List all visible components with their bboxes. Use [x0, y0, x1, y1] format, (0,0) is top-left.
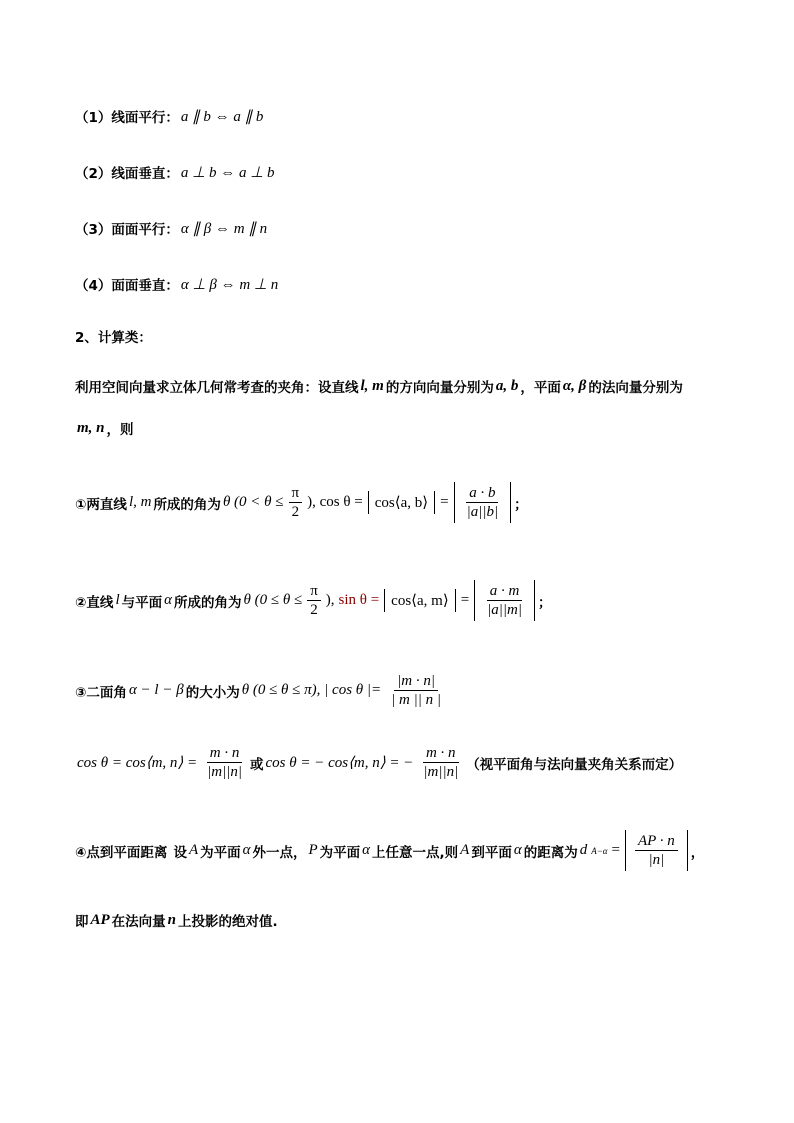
item-line-perpendicular — [75, 162, 277, 182]
f4-t3: 外一点， — [252, 844, 307, 861]
f2-close: ), — [325, 592, 335, 608]
f2-prefix: ②直线 — [75, 594, 114, 611]
f4-sub: A−α — [591, 845, 608, 856]
f3b-note: （视平面角与法向量夹角关系而定） — [466, 756, 683, 773]
f2-frac — [482, 582, 527, 619]
formula-2 — [75, 580, 552, 621]
f3b-frac1 — [202, 744, 247, 781]
f4-P: P — [308, 842, 318, 858]
intro-part2: 的方向向量分别为 — [385, 380, 494, 396]
formula-4 — [75, 830, 704, 871]
f1-pi-frac — [289, 484, 303, 521]
f2-pi-frac — [307, 582, 321, 619]
intro-part4: 的法向量分别为 — [588, 380, 683, 396]
f1-mid: 所成的角为 — [153, 496, 221, 513]
f1-end: ； — [514, 496, 528, 513]
item-2-formula: a ⊥ b ⇔ a ⊥ b — [180, 164, 275, 181]
f4-t5: 上任意一点,则 — [372, 844, 459, 861]
f4-alpha-2: α — [362, 842, 371, 858]
f2-eq: = — [460, 592, 470, 608]
f2-den: |a||m| — [487, 602, 522, 618]
f2-two: 2 — [310, 602, 318, 618]
item-4-label: （4）面面垂直： — [75, 278, 179, 294]
f3b-num2: m · n — [423, 744, 459, 763]
f3-frac — [386, 672, 446, 709]
f4-end: ， — [690, 844, 705, 861]
item-line-parallel — [75, 106, 265, 126]
f3b-or: 或 — [249, 756, 264, 773]
f1-close: ), cos θ = — [307, 494, 363, 510]
item-4-formula: α ⊥ β ⇔ m ⊥ n — [180, 276, 279, 293]
f4b-AP: AP — [90, 911, 110, 928]
f3-expr: α − l − β — [128, 682, 184, 698]
f4-t6: 到平面 — [471, 844, 512, 861]
intro-part1: 利用空间向量求立体几何常考查的夹角：设直线 — [75, 380, 359, 396]
item-3-label: （3）面面平行： — [75, 222, 179, 238]
intro-lm: l, m — [360, 377, 384, 394]
f2-mid1: 与平面 — [121, 594, 163, 611]
f2-alpha: α — [164, 592, 172, 608]
f3b-lhs: cos θ = cos⟨m, n⟩ = — [77, 755, 198, 771]
f4b-t2: 在法向量 — [111, 914, 166, 930]
f2-cond: θ (0 ≤ θ ≤ — [243, 592, 303, 608]
formula-4b — [75, 910, 278, 930]
f4-eq: = — [611, 842, 620, 858]
f4-t2: 为平面 — [200, 844, 241, 861]
intro-paragraph-2 — [75, 418, 134, 438]
f4-abs-frac — [625, 830, 688, 871]
f1-two: 2 — [291, 504, 300, 520]
f3-num: |m · n| — [394, 672, 438, 691]
intro-ab: a, b — [495, 377, 519, 394]
f4-den: |n| — [648, 852, 665, 868]
f1-abs-cos — [368, 491, 435, 514]
f1-frac — [462, 484, 504, 521]
item-3-formula: α ∥ β ⇔ m ∥ n — [180, 220, 268, 237]
f4-t7: 的距离为 — [523, 844, 578, 861]
f4-d: d — [579, 842, 588, 858]
intro-alphabeta: α, β — [562, 377, 587, 394]
f3-prefix: ③二面角 — [75, 684, 127, 701]
item-plane-parallel — [75, 218, 269, 238]
f2-num: a · m — [487, 582, 523, 601]
f1-inner: cos⟨a, b⟩ — [374, 495, 429, 511]
f1-pi: π — [289, 484, 303, 503]
f1-abs-frac — [454, 482, 512, 523]
f4b-n: n — [167, 911, 177, 928]
formula-3 — [75, 672, 449, 709]
f4-alpha-3: α — [513, 842, 522, 858]
formula-3b — [75, 744, 682, 781]
f4b-t3: 上投影的绝对值. — [178, 914, 278, 930]
f4-t4: 为平面 — [319, 844, 361, 861]
f1-num: a · b — [466, 484, 498, 503]
f2-pi: π — [307, 582, 321, 601]
f4-frac — [633, 832, 680, 869]
f3b-den: |m||n| — [207, 764, 242, 780]
f2-l: l — [115, 592, 120, 608]
f3b-frac2 — [418, 744, 463, 781]
f1-den: |a||b| — [466, 504, 499, 520]
f3-den: | m || n | — [391, 692, 441, 708]
f2-mid2: 所成的角为 — [173, 594, 242, 611]
formula-1 — [75, 482, 528, 523]
f1-lm: l, m — [128, 494, 152, 510]
f1-cond: θ (0 < θ ≤ — [222, 494, 284, 510]
section-2-heading: 2、计算类： — [75, 330, 152, 346]
f4-A-2: A — [460, 842, 470, 858]
f4b-t1: 即 — [75, 914, 89, 930]
intro-mn: m, n — [77, 419, 105, 436]
item-1-label: （1）线面平行： — [75, 110, 179, 126]
f2-sin: sin θ = — [338, 592, 380, 608]
f4-t1: 设 — [173, 844, 187, 861]
item-2-label: （2）线面垂直： — [75, 166, 179, 182]
f3b-num: m · n — [207, 744, 243, 763]
f1-prefix: ①两直线 — [75, 496, 127, 513]
f2-inner: cos⟨a, m⟩ — [391, 593, 449, 609]
item-1-formula: a ∥ b ⇔ a ∥ b — [180, 108, 264, 125]
f4-alpha: α — [242, 842, 251, 858]
intro-paragraph — [75, 376, 683, 396]
f3b-rhs: cos θ = − cos⟨m, n⟩ = − — [265, 755, 414, 771]
f2-abs-cos — [384, 589, 456, 612]
f3-cond: θ (0 ≤ θ ≤ π), | cos θ |= — [241, 682, 382, 698]
f1-eq: = — [440, 494, 449, 510]
intro-part5: ，则 — [106, 422, 134, 438]
item-plane-perpendicular — [75, 274, 280, 294]
section-heading — [75, 326, 152, 346]
f3-mid: 的大小为 — [185, 684, 240, 701]
f4-A: A — [188, 842, 199, 858]
intro-part3: ，平面 — [520, 380, 561, 396]
f2-abs-frac — [474, 580, 535, 621]
f4-prefix: ④点到平面距离 — [75, 844, 168, 861]
f2-end: ； — [538, 594, 552, 611]
f4-num: AP · n — [635, 832, 678, 851]
f3b-den2: |m||n| — [423, 764, 459, 780]
